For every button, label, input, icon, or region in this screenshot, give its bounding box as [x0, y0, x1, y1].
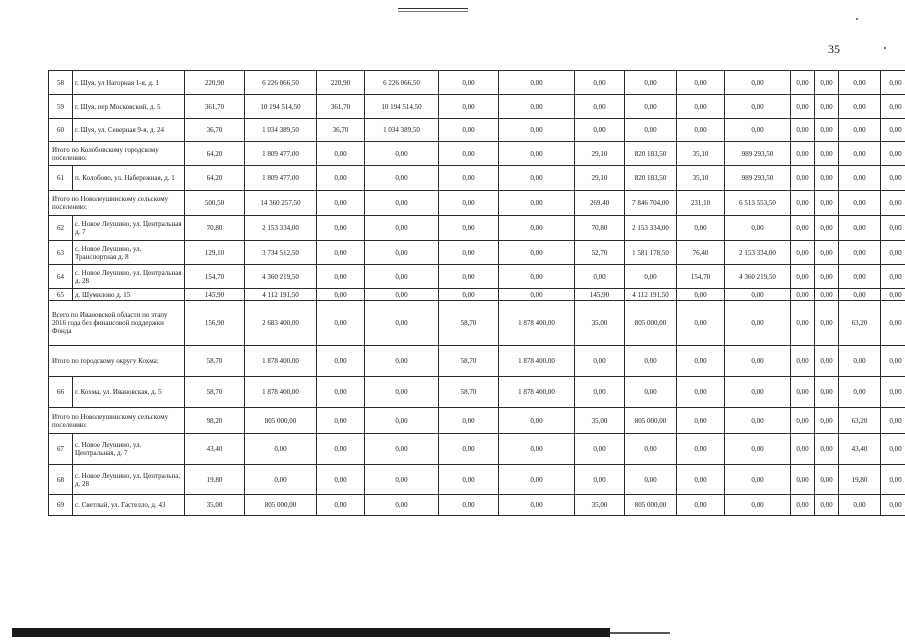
value-cell: 0,00 — [839, 346, 881, 377]
value-cell: 0,00 — [575, 377, 625, 408]
value-cell: 0,00 — [725, 495, 791, 516]
table-row — [49, 289, 905, 301]
row-number: 60 — [49, 119, 73, 142]
value-cell: 0,00 — [365, 216, 439, 241]
value-cell: 1 809 477,00 — [245, 166, 317, 191]
value-cell: 0,00 — [625, 346, 677, 377]
value-cell: 0,00 — [365, 434, 439, 465]
value-cell: 1 878 400,00 — [245, 346, 317, 377]
value-cell: 0,00 — [791, 434, 815, 465]
value-cell: 0,00 — [677, 71, 725, 95]
value-cell: 0,00 — [881, 495, 905, 516]
row-number: 59 — [49, 95, 73, 119]
value-cell: 3 734 512,50 — [245, 241, 317, 265]
value-cell: 2 153 334,00 — [625, 216, 677, 241]
value-cell: 0,00 — [725, 346, 791, 377]
value-cell: 0,00 — [677, 495, 725, 516]
row-number: 61 — [49, 166, 73, 191]
value-cell: 0,00 — [499, 465, 575, 495]
address-cell: с. Новое Леушино, ул. Центральная д. 28 — [73, 265, 185, 289]
value-cell: 0,00 — [365, 191, 439, 216]
address-cell: д. Шумилово д. 15 — [73, 289, 185, 301]
value-cell: 0,00 — [499, 119, 575, 142]
value-cell: 0,00 — [815, 289, 839, 301]
value-cell: 0,00 — [439, 191, 499, 216]
value-cell: 0,00 — [725, 95, 791, 119]
address-cell: с. Новое Леушино, ул. Центральная д. 7 — [73, 216, 185, 241]
value-cell: 0,00 — [677, 301, 725, 346]
value-cell: 1 034 389,50 — [245, 119, 317, 142]
value-cell: 2 683 400,00 — [245, 301, 317, 346]
value-cell: 0,00 — [317, 265, 365, 289]
value-cell: 19,80 — [185, 465, 245, 495]
value-cell: 0,00 — [881, 166, 905, 191]
value-cell: 2 153 334,00 — [725, 241, 791, 265]
value-cell: 0,00 — [317, 408, 365, 434]
value-cell: 0,00 — [575, 434, 625, 465]
value-cell: 0,00 — [839, 289, 881, 301]
value-cell: 0,00 — [839, 241, 881, 265]
value-cell: 58,70 — [439, 301, 499, 346]
value-cell: 0,00 — [791, 241, 815, 265]
value-cell: 0,00 — [791, 191, 815, 216]
value-cell: 0,00 — [499, 95, 575, 119]
value-cell: 0,00 — [677, 465, 725, 495]
address-cell: с. Новое Леушино, ул. Транспортная д. 8 — [73, 241, 185, 265]
value-cell: 0,00 — [575, 346, 625, 377]
row-number: 63 — [49, 241, 73, 265]
value-cell: 0,00 — [365, 301, 439, 346]
value-cell: 0,00 — [499, 142, 575, 166]
value-cell: 0,00 — [677, 95, 725, 119]
value-cell: 129,10 — [185, 241, 245, 265]
table-row — [49, 71, 905, 95]
value-cell: 0,00 — [317, 346, 365, 377]
value-cell: 231,10 — [677, 191, 725, 216]
value-cell: 0,00 — [677, 408, 725, 434]
value-cell: 0,00 — [439, 434, 499, 465]
value-cell: 0,00 — [791, 265, 815, 289]
value-cell: 0,00 — [839, 216, 881, 241]
value-cell: 35,10 — [677, 166, 725, 191]
value-cell: 0,00 — [725, 408, 791, 434]
value-cell: 0,00 — [317, 434, 365, 465]
value-cell: 35,00 — [575, 408, 625, 434]
value-cell: 0,00 — [575, 119, 625, 142]
row-number: 65 — [49, 289, 73, 301]
value-cell: 0,00 — [815, 119, 839, 142]
value-cell: 0,00 — [365, 265, 439, 289]
value-cell: 0,00 — [815, 166, 839, 191]
value-cell: 0,00 — [725, 434, 791, 465]
value-cell: 0,00 — [245, 465, 317, 495]
value-cell: 70,80 — [575, 216, 625, 241]
table-row — [49, 241, 905, 265]
value-cell: 805 000,00 — [625, 301, 677, 346]
table-row — [49, 95, 905, 119]
row-number: 67 — [49, 434, 73, 465]
address-cell: г. Шуя, ул. Северная 9-я, д. 24 — [73, 119, 185, 142]
value-cell: 0,00 — [725, 119, 791, 142]
value-cell: 0,00 — [815, 301, 839, 346]
value-cell: 36,70 — [317, 119, 365, 142]
value-cell: 0,00 — [625, 377, 677, 408]
subtotal-label: Всего по Ивановской области по этапу 2016 года без финансовой поддержки Фонда — [49, 301, 185, 346]
value-cell: 52,70 — [575, 241, 625, 265]
value-cell: 989 293,50 — [725, 142, 791, 166]
value-cell: 0,00 — [881, 465, 905, 495]
value-cell: 0,00 — [791, 119, 815, 142]
value-cell: 0,00 — [625, 95, 677, 119]
row-number: 66 — [49, 377, 73, 408]
value-cell: 7 846 704,00 — [625, 191, 677, 216]
address-cell: г. Кохма, ул. Ивановская, д. 5 — [73, 377, 185, 408]
value-cell: 0,00 — [839, 166, 881, 191]
value-cell: 805 000,00 — [245, 495, 317, 516]
value-cell: 0,00 — [881, 289, 905, 301]
value-cell: 805 000,00 — [625, 495, 677, 516]
value-cell: 805 000,00 — [245, 408, 317, 434]
value-cell: 0,00 — [791, 346, 815, 377]
value-cell: 0,00 — [815, 377, 839, 408]
value-cell: 500,50 — [185, 191, 245, 216]
value-cell: 58,70 — [439, 346, 499, 377]
value-cell: 0,00 — [317, 216, 365, 241]
value-cell: 63,20 — [839, 408, 881, 434]
address-cell: п. Колобово, ул. Набережная, д. 1 — [73, 166, 185, 191]
value-cell: 4 112 191,50 — [625, 289, 677, 301]
value-cell: 0,00 — [815, 95, 839, 119]
subtotal-label: Итого по городскому округу Кохма: — [49, 346, 185, 377]
value-cell: 0,00 — [365, 346, 439, 377]
subtotal-row — [49, 301, 905, 346]
value-cell: 10 194 514,50 — [365, 95, 439, 119]
value-cell: 0,00 — [575, 265, 625, 289]
value-cell: 0,00 — [365, 465, 439, 495]
value-cell: 0,00 — [317, 465, 365, 495]
value-cell: 0,00 — [317, 495, 365, 516]
value-cell: 10 194 514,50 — [245, 95, 317, 119]
scan-speck — [884, 47, 886, 49]
table-row — [49, 265, 905, 289]
row-number: 58 — [49, 71, 73, 95]
value-cell: 0,00 — [815, 142, 839, 166]
value-cell: 0,00 — [881, 265, 905, 289]
address-cell: с. Новое Леушино, ул. Центральна, д. 28 — [73, 465, 185, 495]
value-cell: 58,70 — [185, 346, 245, 377]
value-cell: 0,00 — [815, 71, 839, 95]
value-cell: 0,00 — [725, 216, 791, 241]
value-cell: 0,00 — [499, 434, 575, 465]
value-cell: 0,00 — [575, 71, 625, 95]
value-cell: 0,00 — [881, 191, 905, 216]
value-cell: 0,00 — [725, 377, 791, 408]
value-cell: 0,00 — [317, 142, 365, 166]
value-cell: 154,70 — [677, 265, 725, 289]
value-cell: 0,00 — [317, 166, 365, 191]
value-cell: 36,70 — [185, 119, 245, 142]
value-cell: 0,00 — [677, 289, 725, 301]
value-cell: 4 360 219,50 — [245, 265, 317, 289]
value-cell: 0,00 — [365, 495, 439, 516]
value-cell: 361,70 — [185, 95, 245, 119]
value-cell: 0,00 — [625, 71, 677, 95]
value-cell: 0,00 — [881, 241, 905, 265]
value-cell: 0,00 — [839, 265, 881, 289]
value-cell: 4 112 191,50 — [245, 289, 317, 301]
value-cell: 35,00 — [575, 495, 625, 516]
value-cell: 0,00 — [815, 191, 839, 216]
value-cell: 0,00 — [815, 216, 839, 241]
value-cell: 0,00 — [439, 119, 499, 142]
value-cell: 0,00 — [839, 142, 881, 166]
value-cell: 0,00 — [815, 265, 839, 289]
value-cell: 0,00 — [791, 377, 815, 408]
value-cell: 0,00 — [365, 142, 439, 166]
value-cell: 0,00 — [317, 289, 365, 301]
value-cell: 1 878 400,00 — [499, 377, 575, 408]
value-cell: 0,00 — [725, 289, 791, 301]
value-cell: 0,00 — [881, 216, 905, 241]
subtotal-row — [49, 191, 905, 216]
top-rule — [398, 8, 468, 9]
value-cell: 0,00 — [881, 377, 905, 408]
value-cell: 0,00 — [499, 191, 575, 216]
value-cell: 64,20 — [185, 166, 245, 191]
subtotal-label: Итого по Новолеушинскому сельскому поселению: — [49, 408, 185, 434]
value-cell: 0,00 — [365, 241, 439, 265]
value-cell: 0,00 — [439, 241, 499, 265]
table-row — [49, 166, 905, 191]
value-cell: 1 878 400,00 — [499, 346, 575, 377]
table-row — [49, 465, 905, 495]
value-cell: 1 878 400,00 — [499, 301, 575, 346]
value-cell: 0,00 — [439, 71, 499, 95]
value-cell: 0,00 — [439, 216, 499, 241]
value-cell: 0,00 — [625, 265, 677, 289]
value-cell: 35,10 — [677, 142, 725, 166]
value-cell: 0,00 — [881, 95, 905, 119]
value-cell: 0,00 — [439, 465, 499, 495]
value-cell: 0,00 — [499, 166, 575, 191]
value-cell: 0,00 — [791, 95, 815, 119]
value-cell: 0,00 — [791, 216, 815, 241]
value-cell: 361,70 — [317, 95, 365, 119]
value-cell: 0,00 — [815, 241, 839, 265]
value-cell: 1 034 389,50 — [365, 119, 439, 142]
value-cell: 0,00 — [839, 71, 881, 95]
value-cell: 0,00 — [499, 71, 575, 95]
value-cell: 0,00 — [839, 495, 881, 516]
value-cell: 0,00 — [791, 166, 815, 191]
value-cell: 0,00 — [575, 465, 625, 495]
value-cell: 6 513 553,50 — [725, 191, 791, 216]
housing-program-table — [48, 70, 905, 516]
value-cell: 0,00 — [439, 495, 499, 516]
table-body — [49, 71, 905, 516]
top-rule-secondary — [398, 11, 468, 12]
subtotal-row — [49, 346, 905, 377]
value-cell: 0,00 — [839, 191, 881, 216]
value-cell: 0,00 — [499, 289, 575, 301]
value-cell: 0,00 — [725, 71, 791, 95]
value-cell: 64,20 — [185, 142, 245, 166]
value-cell: 0,00 — [881, 434, 905, 465]
value-cell: 145,90 — [575, 289, 625, 301]
row-number: 64 — [49, 265, 73, 289]
value-cell: 0,00 — [881, 301, 905, 346]
value-cell: 43,40 — [839, 434, 881, 465]
value-cell: 0,00 — [499, 241, 575, 265]
value-cell: 0,00 — [815, 465, 839, 495]
value-cell: 1 878 400,00 — [245, 377, 317, 408]
value-cell: 1 809 477,00 — [245, 142, 317, 166]
value-cell: 0,00 — [439, 289, 499, 301]
value-cell: 58,70 — [439, 377, 499, 408]
value-cell: 63,20 — [839, 301, 881, 346]
value-cell: 0,00 — [677, 216, 725, 241]
value-cell: 0,00 — [677, 377, 725, 408]
value-cell: 0,00 — [365, 289, 439, 301]
value-cell: 2 153 334,00 — [245, 216, 317, 241]
value-cell: 0,00 — [499, 495, 575, 516]
value-cell: 0,00 — [575, 95, 625, 119]
value-cell: 0,00 — [791, 495, 815, 516]
value-cell: 0,00 — [499, 408, 575, 434]
value-cell: 0,00 — [439, 408, 499, 434]
value-cell: 35,00 — [185, 495, 245, 516]
address-cell: с. Новое Леушино, ул. Центральная, д. 7 — [73, 434, 185, 465]
value-cell: 220,90 — [317, 71, 365, 95]
value-cell: 0,00 — [839, 377, 881, 408]
value-cell: 269,40 — [575, 191, 625, 216]
subtotal-label: Итого по Новолеушинскому сельскому поселению: — [49, 191, 185, 216]
value-cell: 35,00 — [575, 301, 625, 346]
value-cell: 0,00 — [839, 95, 881, 119]
value-cell: 0,00 — [791, 142, 815, 166]
value-cell: 0,00 — [439, 142, 499, 166]
row-number: 69 — [49, 495, 73, 516]
value-cell: 0,00 — [815, 408, 839, 434]
value-cell: 6 226 066,50 — [365, 71, 439, 95]
value-cell: 0,00 — [317, 377, 365, 408]
value-cell: 0,00 — [791, 408, 815, 434]
value-cell: 0,00 — [677, 434, 725, 465]
table-row — [49, 434, 905, 465]
value-cell: 0,00 — [725, 465, 791, 495]
value-cell: 820 183,50 — [625, 142, 677, 166]
value-cell: 0,00 — [317, 301, 365, 346]
value-cell: 145,90 — [185, 289, 245, 301]
value-cell: 0,00 — [439, 265, 499, 289]
address-cell: г. Шуя, пер Московский, д. 5 — [73, 95, 185, 119]
value-cell: 0,00 — [625, 465, 677, 495]
value-cell: 58,70 — [185, 377, 245, 408]
value-cell: 0,00 — [791, 301, 815, 346]
value-cell: 0,00 — [625, 119, 677, 142]
scan-speck — [856, 18, 858, 20]
value-cell: 29,10 — [575, 166, 625, 191]
value-cell: 0,00 — [625, 434, 677, 465]
value-cell: 0,00 — [439, 95, 499, 119]
row-number: 62 — [49, 216, 73, 241]
value-cell: 0,00 — [881, 346, 905, 377]
value-cell: 0,00 — [439, 166, 499, 191]
value-cell: 156,90 — [185, 301, 245, 346]
value-cell: 0,00 — [881, 71, 905, 95]
address-cell: с. Светлый, ул. Гастелло, д. 43 — [73, 495, 185, 516]
value-cell: 19,80 — [839, 465, 881, 495]
value-cell: 0,00 — [839, 119, 881, 142]
value-cell: 0,00 — [791, 465, 815, 495]
value-cell: 0,00 — [815, 495, 839, 516]
table-row — [49, 495, 905, 516]
value-cell: 0,00 — [365, 166, 439, 191]
value-cell: 0,00 — [881, 142, 905, 166]
value-cell: 820 183,50 — [625, 166, 677, 191]
value-cell: 0,00 — [881, 119, 905, 142]
value-cell: 6 226 066,50 — [245, 71, 317, 95]
value-cell: 154,70 — [185, 265, 245, 289]
value-cell: 0,00 — [815, 434, 839, 465]
value-cell: 0,00 — [791, 289, 815, 301]
value-cell: 0,00 — [317, 241, 365, 265]
value-cell: 98,20 — [185, 408, 245, 434]
value-cell: 0,00 — [791, 71, 815, 95]
scan-bottom-border-tail — [610, 632, 670, 634]
value-cell: 0,00 — [499, 265, 575, 289]
value-cell: 220,90 — [185, 71, 245, 95]
scan-bottom-border — [12, 628, 610, 637]
value-cell: 0,00 — [881, 408, 905, 434]
value-cell: 0,00 — [499, 216, 575, 241]
table-row — [49, 377, 905, 408]
value-cell: 0,00 — [365, 377, 439, 408]
subtotal-row — [49, 142, 905, 166]
value-cell: 0,00 — [677, 119, 725, 142]
value-cell: 1 581 178,50 — [625, 241, 677, 265]
page-number: 35 — [828, 42, 840, 56]
value-cell: 29,10 — [575, 142, 625, 166]
value-cell: 4 360 219,50 — [725, 265, 791, 289]
value-cell: 0,00 — [725, 301, 791, 346]
value-cell: 0,00 — [317, 191, 365, 216]
value-cell: 76,40 — [677, 241, 725, 265]
row-number: 68 — [49, 465, 73, 495]
value-cell: 70,80 — [185, 216, 245, 241]
subtotal-label: Итого по Колобовскому городскому поселению: — [49, 142, 185, 166]
value-cell: 0,00 — [815, 346, 839, 377]
table-row — [49, 119, 905, 142]
value-cell: 805 000,00 — [625, 408, 677, 434]
value-cell: 989 293,50 — [725, 166, 791, 191]
value-cell: 0,00 — [245, 434, 317, 465]
value-cell: 43,40 — [185, 434, 245, 465]
value-cell: 14 360 257,50 — [245, 191, 317, 216]
value-cell: 0,00 — [365, 408, 439, 434]
table-row — [49, 216, 905, 241]
address-cell: г. Шуя, ул Нагорная 1-я, д. 1 — [73, 71, 185, 95]
subtotal-row — [49, 408, 905, 434]
value-cell: 0,00 — [677, 346, 725, 377]
